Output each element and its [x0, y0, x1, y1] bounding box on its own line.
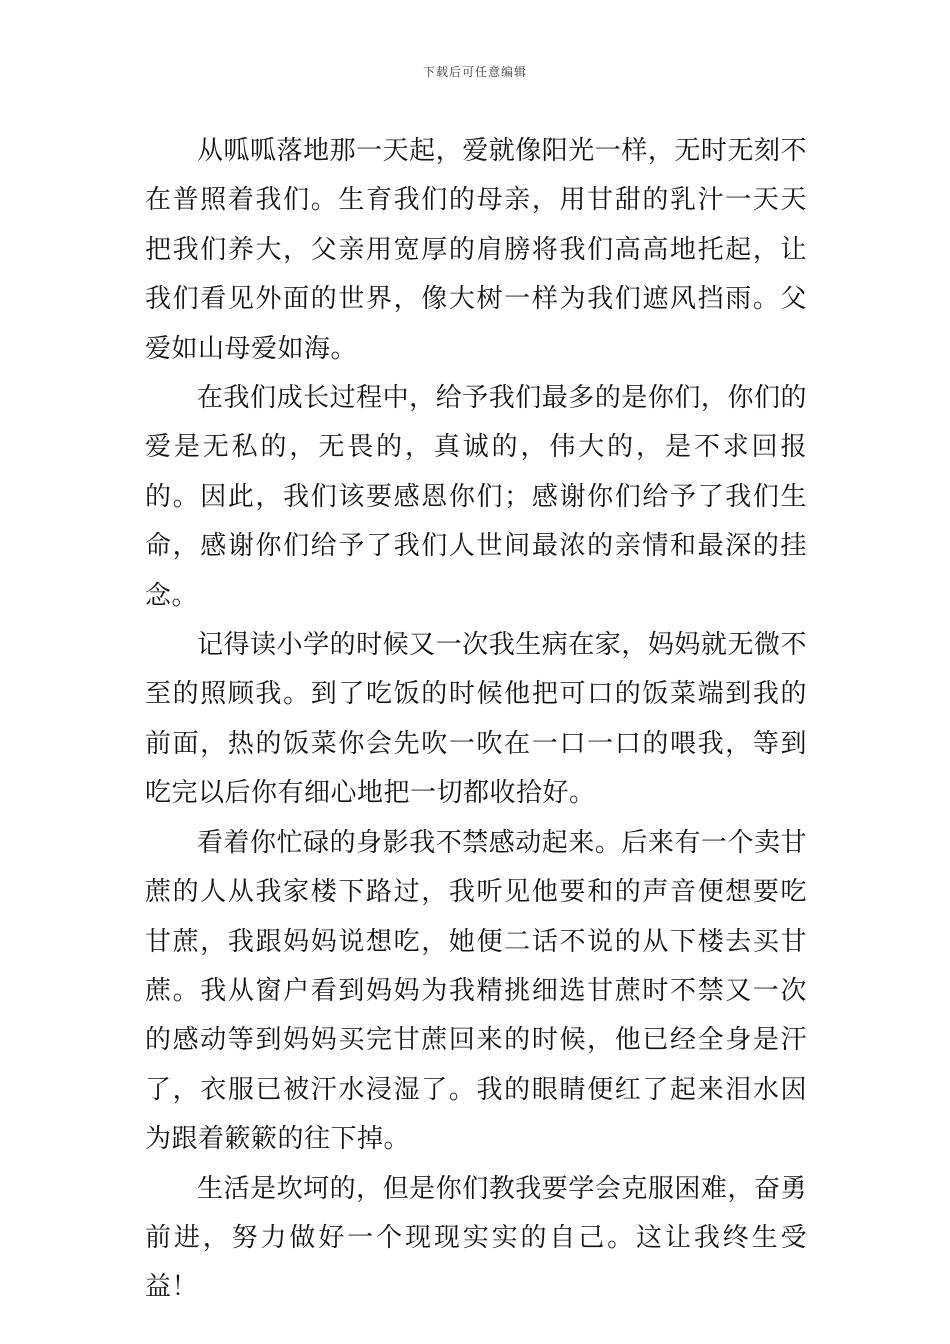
header-note: 下载后可任意编辑 — [422, 65, 527, 79]
paragraph: 在我们成长过程中，给予我们最多的是你们，你们的爱是无私的，无畏的，真诚的，伟大的，是不求回报的。因此，我们该要感恩你们；感谢你们给予了我们生命，感谢你们给予了我们人世间最浓的亲情和最深的挂念。 — [145, 383, 807, 611]
paragraph: 生活是坎坷的，但是你们教我要学会克服困难，奋勇前进，努力做好一个现现实实的自己。这让我终生受益！ — [145, 1173, 807, 1303]
paragraph: 看着你忙碌的身影我不禁感动起来。后来有一个卖甘蔗的人从我家楼下路过，我听见他要和的声音便想要吃甘蔗，我跟妈妈说想吃，她便二话不说的从下楼去买甘蔗。我从窗户看到妈妈为我精挑细选甘蔗时不禁又一次的感动等到妈妈买完甘蔗回来的时候，他已经全身是汗了，衣服已被汗水浸湿了。我的眼睛便红了起来泪水因为跟着簌簌的往下掉。 — [145, 827, 807, 1155]
paragraph: 记得读小学的时候又一次我生病在家，妈妈就无微不至的照顾我。到了吃饭的时候他把可口的饭菜端到我的前面，热的饭菜你会先吹一吹在一口一口的喂我，等到吃完以后你有细心地把一切都收拾好。 — [145, 630, 807, 809]
paragraph: 从呱呱落地那一天起，爱就像阳光一样，无时无刻不在普照着我们。生育我们的母亲，用甘甜的乳汁一天天把我们养大，父亲用宽厚的肩膀将我们高高地托起，让我们看见外面的世界，像大树一样为我们遮风挡雨。父爱如山母爱如海。 — [145, 136, 807, 364]
document-body — [145, 127, 807, 1313]
